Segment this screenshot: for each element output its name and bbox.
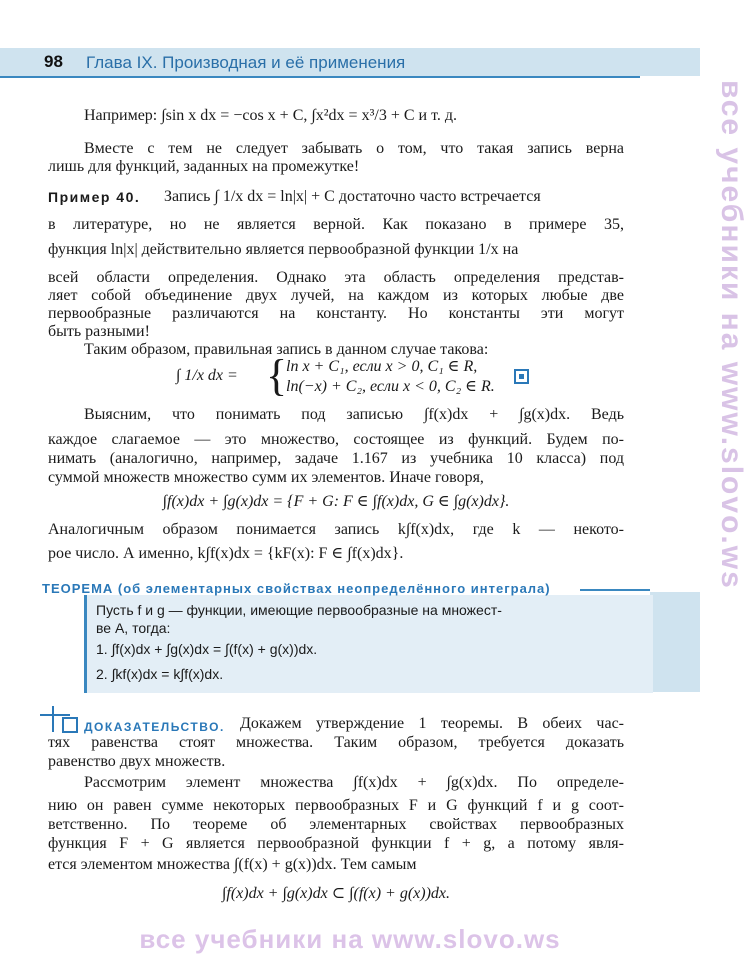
line: Вместе с тем не следует забывать о том, что такая запись верна bbox=[84, 140, 624, 157]
line: Таким образом, правильная запись в данном случае такова: bbox=[84, 341, 489, 358]
formula-subset: ∫f(x)dx + ∫g(x)dx ⊂ ∫(f(x) + g(x))dx. bbox=[221, 885, 451, 902]
line: первообразные различаются на константу. Но константы эти могут bbox=[48, 305, 624, 322]
proof-label: ДОКАЗАТЕЛЬСТВО. bbox=[84, 720, 225, 734]
line: каждое слагаемое — это множество, состоящее из функций. Будем по- bbox=[48, 431, 624, 448]
line: Запись ∫ 1/x dx = ln|x| + C достаточно часто встречается bbox=[164, 188, 541, 205]
page-number: 98 bbox=[44, 52, 63, 71]
proof-marker-line bbox=[52, 706, 54, 732]
line: тях равенства стоят множества. Таким образом, требуется доказать bbox=[48, 734, 624, 751]
note-icon bbox=[514, 369, 529, 384]
theorem-line: ве A, тогда: bbox=[96, 620, 171, 636]
brace: { bbox=[266, 351, 288, 400]
formula-case-2: ln(−x) + C₂, если x < 0, C₂ ∈ R. bbox=[286, 378, 495, 395]
line: нимать (аналогично, например, задаче 1.167 из учебника 10 класса) под bbox=[48, 450, 624, 467]
theorem-side-bar bbox=[650, 592, 700, 692]
theorem-title: ТЕОРЕМА (об элементарных свойствах неопределённого интеграла) bbox=[42, 581, 551, 596]
line: суммой множеств множество сумм их элементов. Иначе говоря, bbox=[48, 469, 484, 486]
formula-sum: ∫f(x)dx + ∫g(x)dx = {F + G: F ∈ ∫f(x)dx, G ∈ ∫g(x)dx}. bbox=[162, 493, 510, 510]
proof-marker-line bbox=[40, 714, 70, 716]
line: функция F + G является первообразной функции f + g, а потому явля- bbox=[48, 835, 624, 852]
line: Аналогичным образом понимается запись k∫f(x)dx, где k — некото- bbox=[48, 521, 624, 538]
formula-case-1: ln x + C₁, если x > 0, C₁ ∈ R, bbox=[286, 358, 478, 375]
line: равенство двух множеств. bbox=[48, 753, 226, 770]
line: ляет собой объединение двух лучей, на каждом из которых любые две bbox=[48, 287, 624, 304]
formula-left: ∫ 1/x dx = bbox=[176, 367, 238, 384]
vertical-watermark: все учебники на www.slovo.ws bbox=[715, 80, 748, 590]
line: Выясним, что понимать под записью ∫f(x)dx + ∫g(x)dx. Ведь bbox=[84, 406, 624, 423]
proof-square-icon bbox=[62, 717, 78, 733]
line: лишь для функций, заданных на промежутке! bbox=[48, 158, 360, 175]
line: рое число. А именно, k∫f(x)dx = {kF(x): F ∈ ∫f(x)dx}. bbox=[48, 545, 404, 562]
line: Рассмотрим элемент множества ∫f(x)dx + ∫g(x)dx. По определе- bbox=[84, 774, 624, 791]
theorem-item-1: 1. ∫f(x)dx + ∫g(x)dx = ∫(f(x) + g(x))dx. bbox=[96, 641, 318, 657]
line-example: Например: ∫sin x dx = −cos x + C, ∫x²dx = x³/3 + C и т. д. bbox=[84, 107, 457, 124]
theorem-line: Пусть f и g — функции, имеющие первообразные на множест- bbox=[96, 602, 502, 618]
header-rule bbox=[0, 76, 640, 78]
line: нию он равен сумме некоторых первообразных F и G функций f и g соот- bbox=[48, 797, 624, 814]
chapter-title: Глава IX. Производная и её применения bbox=[86, 53, 406, 72]
example-40-label: Пример 40. bbox=[48, 189, 141, 205]
bottom-watermark: все учебники на www.slovo.ws bbox=[139, 924, 561, 954]
line: Докажем утверждение 1 теоремы. В обеих час- bbox=[240, 715, 624, 732]
line: функция ln|x| действительно является первообразной функции 1/x на bbox=[48, 241, 519, 258]
line: всей области определения. Однако эта область определения представ- bbox=[48, 269, 624, 286]
theorem-item-2: 2. ∫kf(x)dx = k∫f(x)dx. bbox=[96, 666, 224, 682]
line: быть разными! bbox=[48, 323, 150, 340]
line: в литературе, но не является верной. Как показано в примере 35, bbox=[48, 216, 624, 233]
line: ветственно. По теореме об элементарных свойствах первообразных bbox=[48, 816, 624, 833]
line: ется элементом множества ∫(f(x) + g(x))dx. Тем самым bbox=[48, 856, 417, 873]
theorem-rule bbox=[580, 589, 650, 591]
